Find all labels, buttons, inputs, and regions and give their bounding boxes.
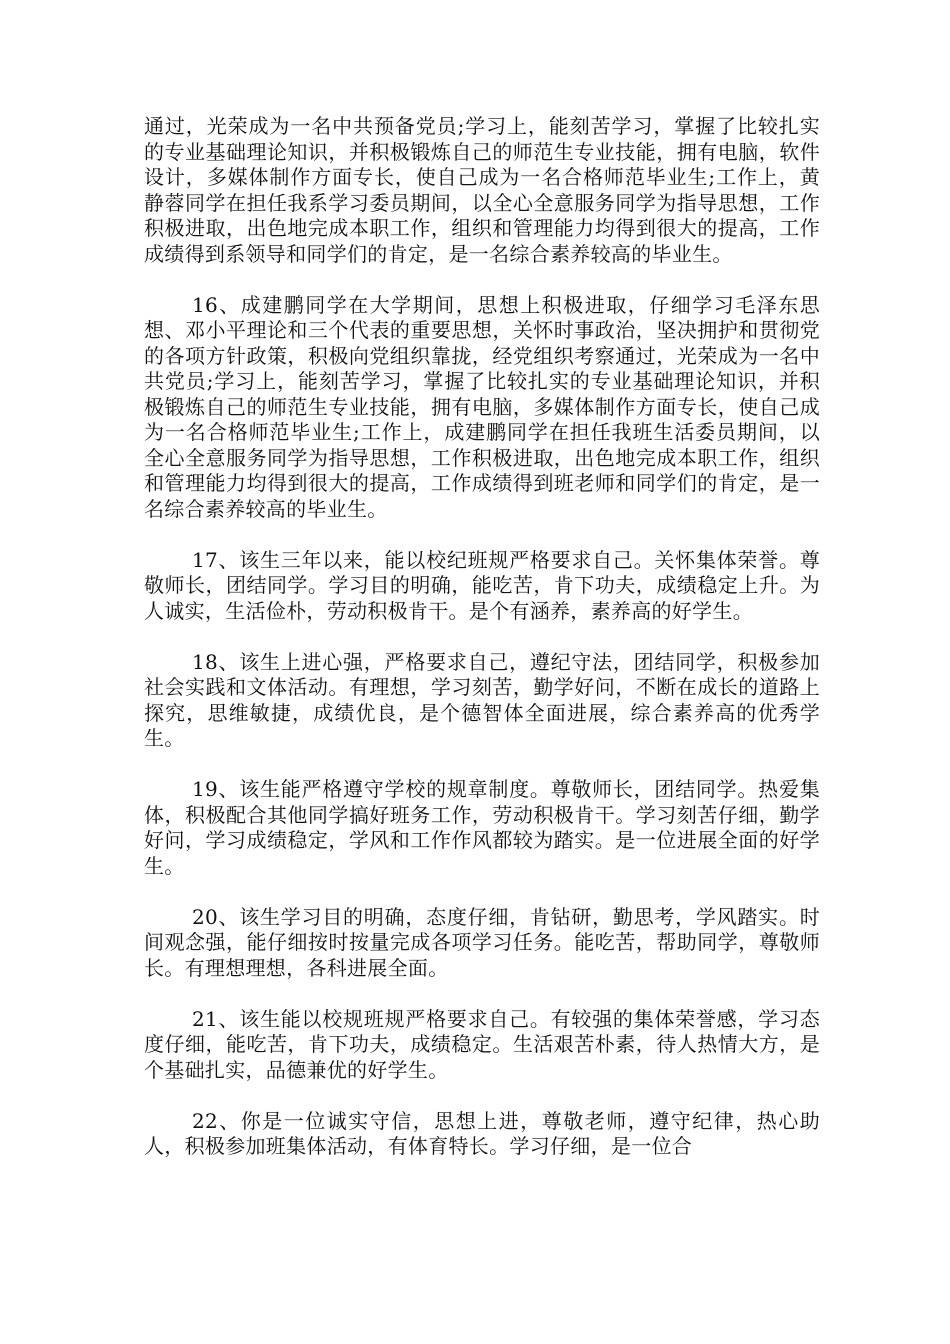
paragraph-17: 17、该生三年以来，能以校纪班规严格要求自己。关怀集体荣誉。尊敬师长，团结同学。学习目的明确，能吃苦，肯下功夫，成绩稳定上升。为人诚实，生活俭朴，劳动积极肯干。是个有涵养，素养高的好学生。 [144, 547, 820, 623]
paragraph-20: 20、该生学习目的明确，态度仔细，肯钻研，勤思考，学风踏实。时间观念强，能仔细按时按量完成各项学习任务。能吃苦，帮助同学，尊敬师长。有理想理想，各科进展全面。 [144, 904, 820, 980]
paragraph-18: 18、该生上进心强，严格要求自己，遵纪守法，团结同学，积极参加社会实践和文体活动。有理想，学习刻苦，勤学好问，不断在成长的道路上探究，思维敏捷，成绩优良，是个德智体全面进展，综合素养高的优秀学生。 [144, 649, 820, 750]
document-body [144, 114, 820, 1185]
paragraph-22: 22、你是一位诚实守信，思想上进，尊敬老师，遵守纪律，热心助人，积极参加班集体活动，有体育特长。学习仔细，是一位合 [144, 1108, 820, 1158]
paragraph-continued: 通过，光荣成为一名中共预备党员;学习上，能刻苦学习，掌握了比较扎实的专业基础理论知识，并积极锻炼自己的师范生专业技能，拥有电脑，软件设计，多媒体制作方面专长，使自己成为一名合格师范毕业生;工作上，黄静蓉同学在担任我系学习委员期间，以全心全意服务同学为指导思想，工作积极进取，出色地完成本职工作，组织和管理能力均得到很大的提高，工作成绩得到系领导和同学们的肯定，是一名综合素养较高的毕业生。 [144, 114, 820, 266]
paragraph-19: 19、该生能严格遵守学校的规章制度。尊敬师长，团结同学。热爱集体，积极配合其他同学搞好班务工作，劳动积极肯干。学习刻苦仔细，勤学好问，学习成绩稳定，学风和工作作风都较为踏实。是一位进展全面的好学生。 [144, 777, 820, 878]
paragraph-21: 21、该生能以校规班规严格要求自己。有较强的集体荣誉感，学习态度仔细，能吃苦，肯下功夫，成绩稳定。生活艰苦朴素，待人热情大方，是个基础扎实，品德兼优的好学生。 [144, 1006, 820, 1082]
paragraph-16: 16、成建鹏同学在大学期间，思想上积极进取，仔细学习毛泽东思想、邓小平理论和三个代表的重要思想，关怀时事政治，坚决拥护和贯彻党的各项方针政策，积极向党组织靠拢，经党组织考察通过，光荣成为一名中共党员;学习上，能刻苦学习，掌握了比较扎实的专业基础理论知识，并积极锻炼自己的师范生专业技能，拥有电脑，多媒体制作方面专长，使自己成为一名合格师范毕业生;工作上，成建鹏同学在担任我班生活委员期间，以全心全意服务同学为指导思想，工作积极进取，出色地完成本职工作，组织和管理能力均得到很大的提高，工作成绩得到班老师和同学们的肯定，是一名综合素养较高的毕业生。 [144, 292, 820, 521]
